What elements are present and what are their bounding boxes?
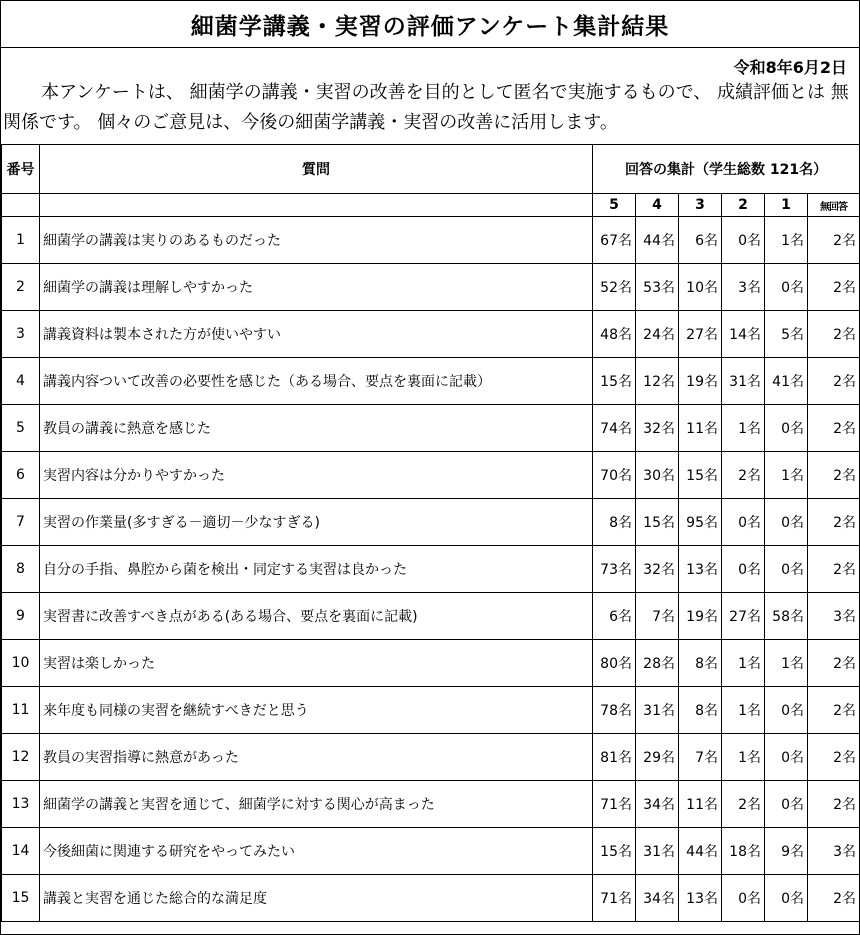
row-count: 0名 [765,546,808,593]
row-count: 3名 [722,264,765,311]
row-number: 6 [2,452,40,499]
row-count: 1名 [765,217,808,264]
row-count: 13名 [679,546,722,593]
row-question: 来年度も同様の実習を継続すべきだと思う [40,687,593,734]
row-count: 2名 [808,264,860,311]
row-count: 0名 [765,781,808,828]
row-count: 0名 [722,875,765,922]
row-count: 15名 [593,828,636,875]
row-count: 31名 [636,828,679,875]
row-count: 2名 [808,687,860,734]
scale-1: 1 [765,194,808,217]
row-count: 15名 [593,358,636,405]
row-count: 0名 [722,217,765,264]
row-number: 1 [2,217,40,264]
row-question: 実習内容は分かりやすかった [40,452,593,499]
row-count: 2名 [808,546,860,593]
row-count: 15名 [636,499,679,546]
row-count: 2名 [808,452,860,499]
table-row [2,546,860,593]
row-count: 2名 [808,358,860,405]
row-count: 0名 [765,264,808,311]
row-count: 81名 [593,734,636,781]
row-question: 今後細菌に関連する研究をやってみたい [40,828,593,875]
table-row [2,781,860,828]
table-row [2,452,860,499]
scale-2: 2 [722,194,765,217]
table-row [2,828,860,875]
row-question: 実習の作業量(多すぎる－適切－少なすぎる) [40,499,593,546]
row-count: 9名 [765,828,808,875]
table-row [2,405,860,452]
row-count: 32名 [636,546,679,593]
table-row [2,593,860,640]
row-count: 67名 [593,217,636,264]
row-number: 13 [2,781,40,828]
row-count: 2名 [808,405,860,452]
row-question: 細菌学の講義は理解しやすかった [40,264,593,311]
row-count: 95名 [679,499,722,546]
row-question: 実習は楽しかった [40,640,593,687]
row-count: 10名 [679,264,722,311]
table-row [2,687,860,734]
row-count: 11名 [679,781,722,828]
table-row [2,875,860,922]
row-count: 73名 [593,546,636,593]
header-totals: 回答の集計（学生総数 121名） [593,145,860,194]
table-row [2,640,860,687]
table-row [2,734,860,781]
row-count: 3名 [808,593,860,640]
table-row [2,217,860,264]
row-count: 1名 [765,452,808,499]
row-count: 1名 [722,405,765,452]
row-count: 3名 [808,828,860,875]
row-count: 0名 [765,687,808,734]
table-body [2,217,860,922]
scale-4: 4 [636,194,679,217]
row-count: 2名 [808,499,860,546]
subheader-blank [40,194,593,217]
table-row [2,311,860,358]
row-count: 7名 [636,593,679,640]
row-count: 13名 [679,875,722,922]
row-count: 14名 [722,311,765,358]
row-number: 11 [2,687,40,734]
row-count: 1名 [722,640,765,687]
row-number: 4 [2,358,40,405]
row-count: 58名 [765,593,808,640]
header-number: 番号 [2,145,40,194]
scale-3: 3 [679,194,722,217]
row-count: 52名 [593,264,636,311]
row-count: 48名 [593,311,636,358]
row-count: 1名 [765,640,808,687]
row-count: 2名 [808,875,860,922]
row-question: 実習書に改善すべき点がある(ある場合、要点を裏面に記載) [40,593,593,640]
row-count: 2名 [808,640,860,687]
row-count: 34名 [636,875,679,922]
page-title: 細菌学講義・実習の評価アンケート集計結果 [1,1,859,48]
row-count: 12名 [636,358,679,405]
row-count: 32名 [636,405,679,452]
intro-body: 本アンケートは、 細菌学の講義・実習の改善を目的として匿名で実施するもので、 成績評価とは 無関係です。 個々のご意見は、今後の細菌学講義・実習の改善に活用します。 [3,82,849,133]
row-count: 31名 [636,687,679,734]
row-count: 71名 [593,781,636,828]
header-question: 質問 [40,145,593,194]
table-row [2,499,860,546]
row-count: 30名 [636,452,679,499]
row-count: 29名 [636,734,679,781]
row-count: 78名 [593,687,636,734]
row-question: 講義内容ついて改善の必要性を感じた（ある場合、要点を裏面に記載） [40,358,593,405]
row-count: 8名 [679,687,722,734]
row-question: 講義資料は製本された方が使いやすい [40,311,593,358]
row-count: 15名 [679,452,722,499]
row-count: 0名 [765,499,808,546]
scale-no-answer: 無回答 [808,194,860,217]
row-count: 31名 [722,358,765,405]
row-count: 2名 [808,781,860,828]
row-number: 3 [2,311,40,358]
row-count: 2名 [722,452,765,499]
row-number: 12 [2,734,40,781]
row-count: 8名 [679,640,722,687]
row-count: 34名 [636,781,679,828]
row-count: 74名 [593,405,636,452]
row-count: 53名 [636,264,679,311]
row-count: 80名 [593,640,636,687]
row-number: 15 [2,875,40,922]
row-question: 自分の手指、鼻腔から菌を検出・同定する実習は良かった [40,546,593,593]
scale-5: 5 [593,194,636,217]
row-count: 24名 [636,311,679,358]
row-count: 27名 [722,593,765,640]
row-count: 19名 [679,358,722,405]
row-count: 27名 [679,311,722,358]
row-question: 教員の実習指導に熱意があった [40,734,593,781]
table-row [2,264,860,311]
row-question: 講義と実習を通じた総合的な満足度 [40,875,593,922]
row-number: 7 [2,499,40,546]
row-count: 1名 [722,687,765,734]
subheader-blank [2,194,40,217]
row-count: 18名 [722,828,765,875]
row-question: 細菌学の講義は実りのあるものだった [40,217,593,264]
table-row [2,358,860,405]
row-number: 10 [2,640,40,687]
row-count: 2名 [808,217,860,264]
row-question: 細菌学の講義と実習を通じて、細菌学に対する関心が高まった [40,781,593,828]
row-number: 9 [2,593,40,640]
row-count: 41名 [765,358,808,405]
row-count: 0名 [765,875,808,922]
row-question: 教員の講義に熱意を感じた [40,405,593,452]
row-count: 6名 [679,217,722,264]
row-count: 5名 [765,311,808,358]
intro-text [1,78,859,144]
report-date: 令和8年6月2日 [733,58,847,77]
row-count: 2名 [722,781,765,828]
row-count: 7名 [679,734,722,781]
row-count: 2名 [808,311,860,358]
row-number: 5 [2,405,40,452]
row-count: 44名 [679,828,722,875]
row-count: 8名 [593,499,636,546]
row-count: 0名 [765,734,808,781]
row-count: 28名 [636,640,679,687]
row-number: 2 [2,264,40,311]
row-count: 1名 [722,734,765,781]
row-count: 0名 [722,546,765,593]
row-number: 14 [2,828,40,875]
results-table [1,144,860,922]
row-count: 0名 [722,499,765,546]
row-count: 11名 [679,405,722,452]
row-count: 2名 [808,734,860,781]
row-count: 70名 [593,452,636,499]
row-count: 71名 [593,875,636,922]
row-count: 44名 [636,217,679,264]
row-number: 8 [2,546,40,593]
row-count: 6名 [593,593,636,640]
row-count: 0名 [765,405,808,452]
row-count: 19名 [679,593,722,640]
